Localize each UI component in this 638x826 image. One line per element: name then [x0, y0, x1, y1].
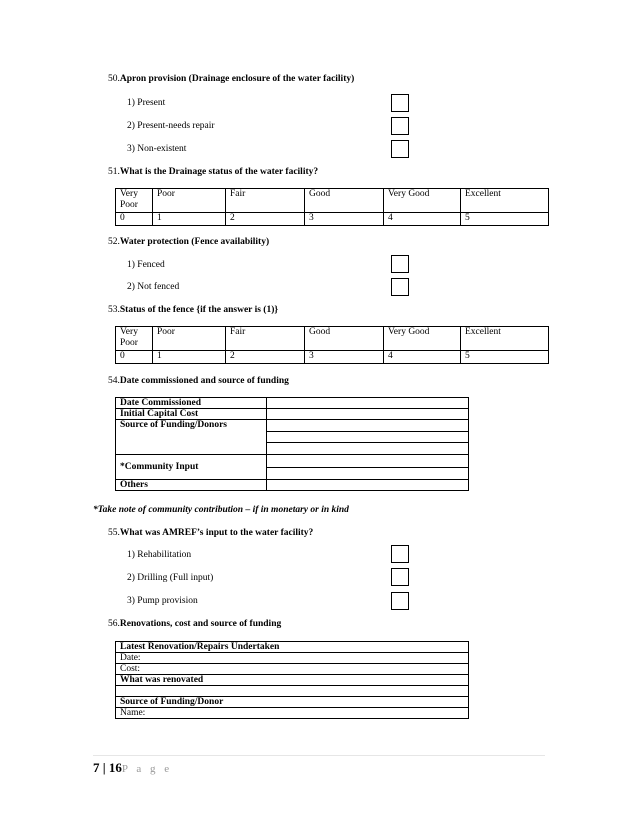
rating-label: Fair	[226, 189, 305, 213]
question-number: 56.	[108, 619, 120, 629]
page-label: P a g e	[121, 763, 173, 775]
funding-row-label: Others	[116, 480, 267, 491]
funding-cell[interactable]	[267, 409, 469, 420]
drainage-rating-table	[115, 188, 549, 226]
option-present: 1) Present	[127, 98, 166, 108]
rating-label: Very Poor	[116, 327, 153, 351]
renovations-table	[115, 641, 469, 719]
funding-cell[interactable]	[267, 443, 469, 455]
rating-label: Fair	[226, 327, 305, 351]
funding-cell[interactable]	[267, 480, 469, 491]
rating-value[interactable]: 3	[305, 213, 384, 226]
renovation-row[interactable]	[116, 686, 469, 697]
checkbox-not-fenced[interactable]	[391, 278, 409, 296]
question-text: Water protection (Fence availability)	[119, 237, 270, 247]
question-text: What is the Drainage status of the water facility?	[119, 167, 319, 177]
rating-value[interactable]: 3	[305, 351, 384, 364]
question-52	[108, 237, 269, 247]
rating-value[interactable]: 4	[384, 213, 461, 226]
question-51	[108, 167, 318, 177]
rating-label: Very Good	[384, 189, 461, 213]
page-footer	[93, 760, 172, 776]
community-contribution-note: *Take note of community contribution – if in monetary or in kind	[93, 505, 349, 515]
question-number: 53.	[108, 305, 120, 315]
funding-cell[interactable]	[267, 420, 469, 432]
checkbox-fenced[interactable]	[391, 255, 409, 273]
fence-rating-table	[115, 326, 549, 364]
funding-row-label: Initial Capital Cost	[116, 409, 267, 420]
rating-value[interactable]: 0	[116, 351, 153, 364]
page-number: 7 | 16	[93, 760, 122, 775]
question-text: What was AMREF’s input to the water facility?	[119, 528, 314, 538]
question-text: Status of the fence {if the answer is (1)}	[119, 305, 279, 315]
rating-label: Poor	[153, 189, 226, 213]
funding-cell[interactable]	[267, 398, 469, 409]
option-non-existent: 3) Non-existent	[127, 144, 187, 154]
question-number: 50.	[108, 74, 120, 84]
rating-value[interactable]: 1	[153, 351, 226, 364]
rating-value[interactable]: 0	[116, 213, 153, 226]
rating-value[interactable]: 2	[226, 351, 305, 364]
question-54	[108, 376, 289, 386]
checkbox-present[interactable]	[391, 94, 409, 112]
question-number: 54.	[108, 376, 120, 386]
option-not-fenced: 2) Not fenced	[127, 282, 180, 292]
checkbox-pump-provision[interactable]	[391, 592, 409, 610]
question-number: 51.	[108, 167, 120, 177]
rating-label: Excellent	[461, 327, 549, 351]
question-text: Date commissioned and source of funding	[119, 376, 289, 386]
checkbox-present-needs-repair[interactable]	[391, 117, 409, 135]
renovation-row: Source of Funding/Donor	[116, 697, 469, 708]
question-text: Renovations, cost and source of funding	[119, 619, 282, 629]
option-rehabilitation: 1) Rehabilitation	[127, 550, 192, 560]
renovation-row: Latest Renovation/Repairs Undertaken	[116, 642, 469, 653]
rating-value[interactable]: 5	[461, 351, 549, 364]
question-number: 55.	[108, 528, 120, 538]
rating-label: Good	[305, 189, 384, 213]
option-present-needs-repair: 2) Present-needs repair	[127, 121, 215, 131]
question-53	[108, 305, 278, 315]
funding-cell[interactable]	[267, 467, 469, 480]
funding-row-label: Source of Funding/Donors	[116, 420, 267, 455]
funding-cell[interactable]	[267, 431, 469, 443]
rating-value[interactable]: 5	[461, 213, 549, 226]
renovation-row: What was renovated	[116, 675, 469, 686]
option-pump-provision: 3) Pump provision	[127, 596, 198, 606]
funding-row-label: Date Commissioned	[116, 398, 267, 409]
renovation-row[interactable]: Date:	[116, 653, 469, 664]
funding-cell[interactable]	[267, 455, 469, 468]
question-number: 52.	[108, 237, 120, 247]
funding-table	[115, 397, 469, 491]
funding-row-label: *Community Input	[116, 455, 267, 480]
option-drilling: 2) Drilling (Full input)	[127, 573, 214, 583]
checkbox-drilling[interactable]	[391, 568, 409, 586]
checkbox-rehabilitation[interactable]	[391, 545, 409, 563]
rating-label: Very Good	[384, 327, 461, 351]
footer-divider	[93, 755, 545, 756]
rating-value[interactable]: 1	[153, 213, 226, 226]
rating-label: Excellent	[461, 189, 549, 213]
renovation-row[interactable]: Name:	[116, 708, 469, 719]
rating-label: Good	[305, 327, 384, 351]
question-50	[108, 74, 354, 84]
option-fenced: 1) Fenced	[127, 260, 165, 270]
rating-value[interactable]: 2	[226, 213, 305, 226]
checkbox-non-existent[interactable]	[391, 140, 409, 158]
rating-label: Very Poor	[116, 189, 153, 213]
question-text: Apron provision (Drainage enclosure of the water facility)	[119, 74, 355, 84]
rating-label: Poor	[153, 327, 226, 351]
renovation-row[interactable]: Cost:	[116, 664, 469, 675]
rating-value[interactable]: 4	[384, 351, 461, 364]
question-55	[108, 528, 313, 538]
question-56	[108, 619, 281, 629]
